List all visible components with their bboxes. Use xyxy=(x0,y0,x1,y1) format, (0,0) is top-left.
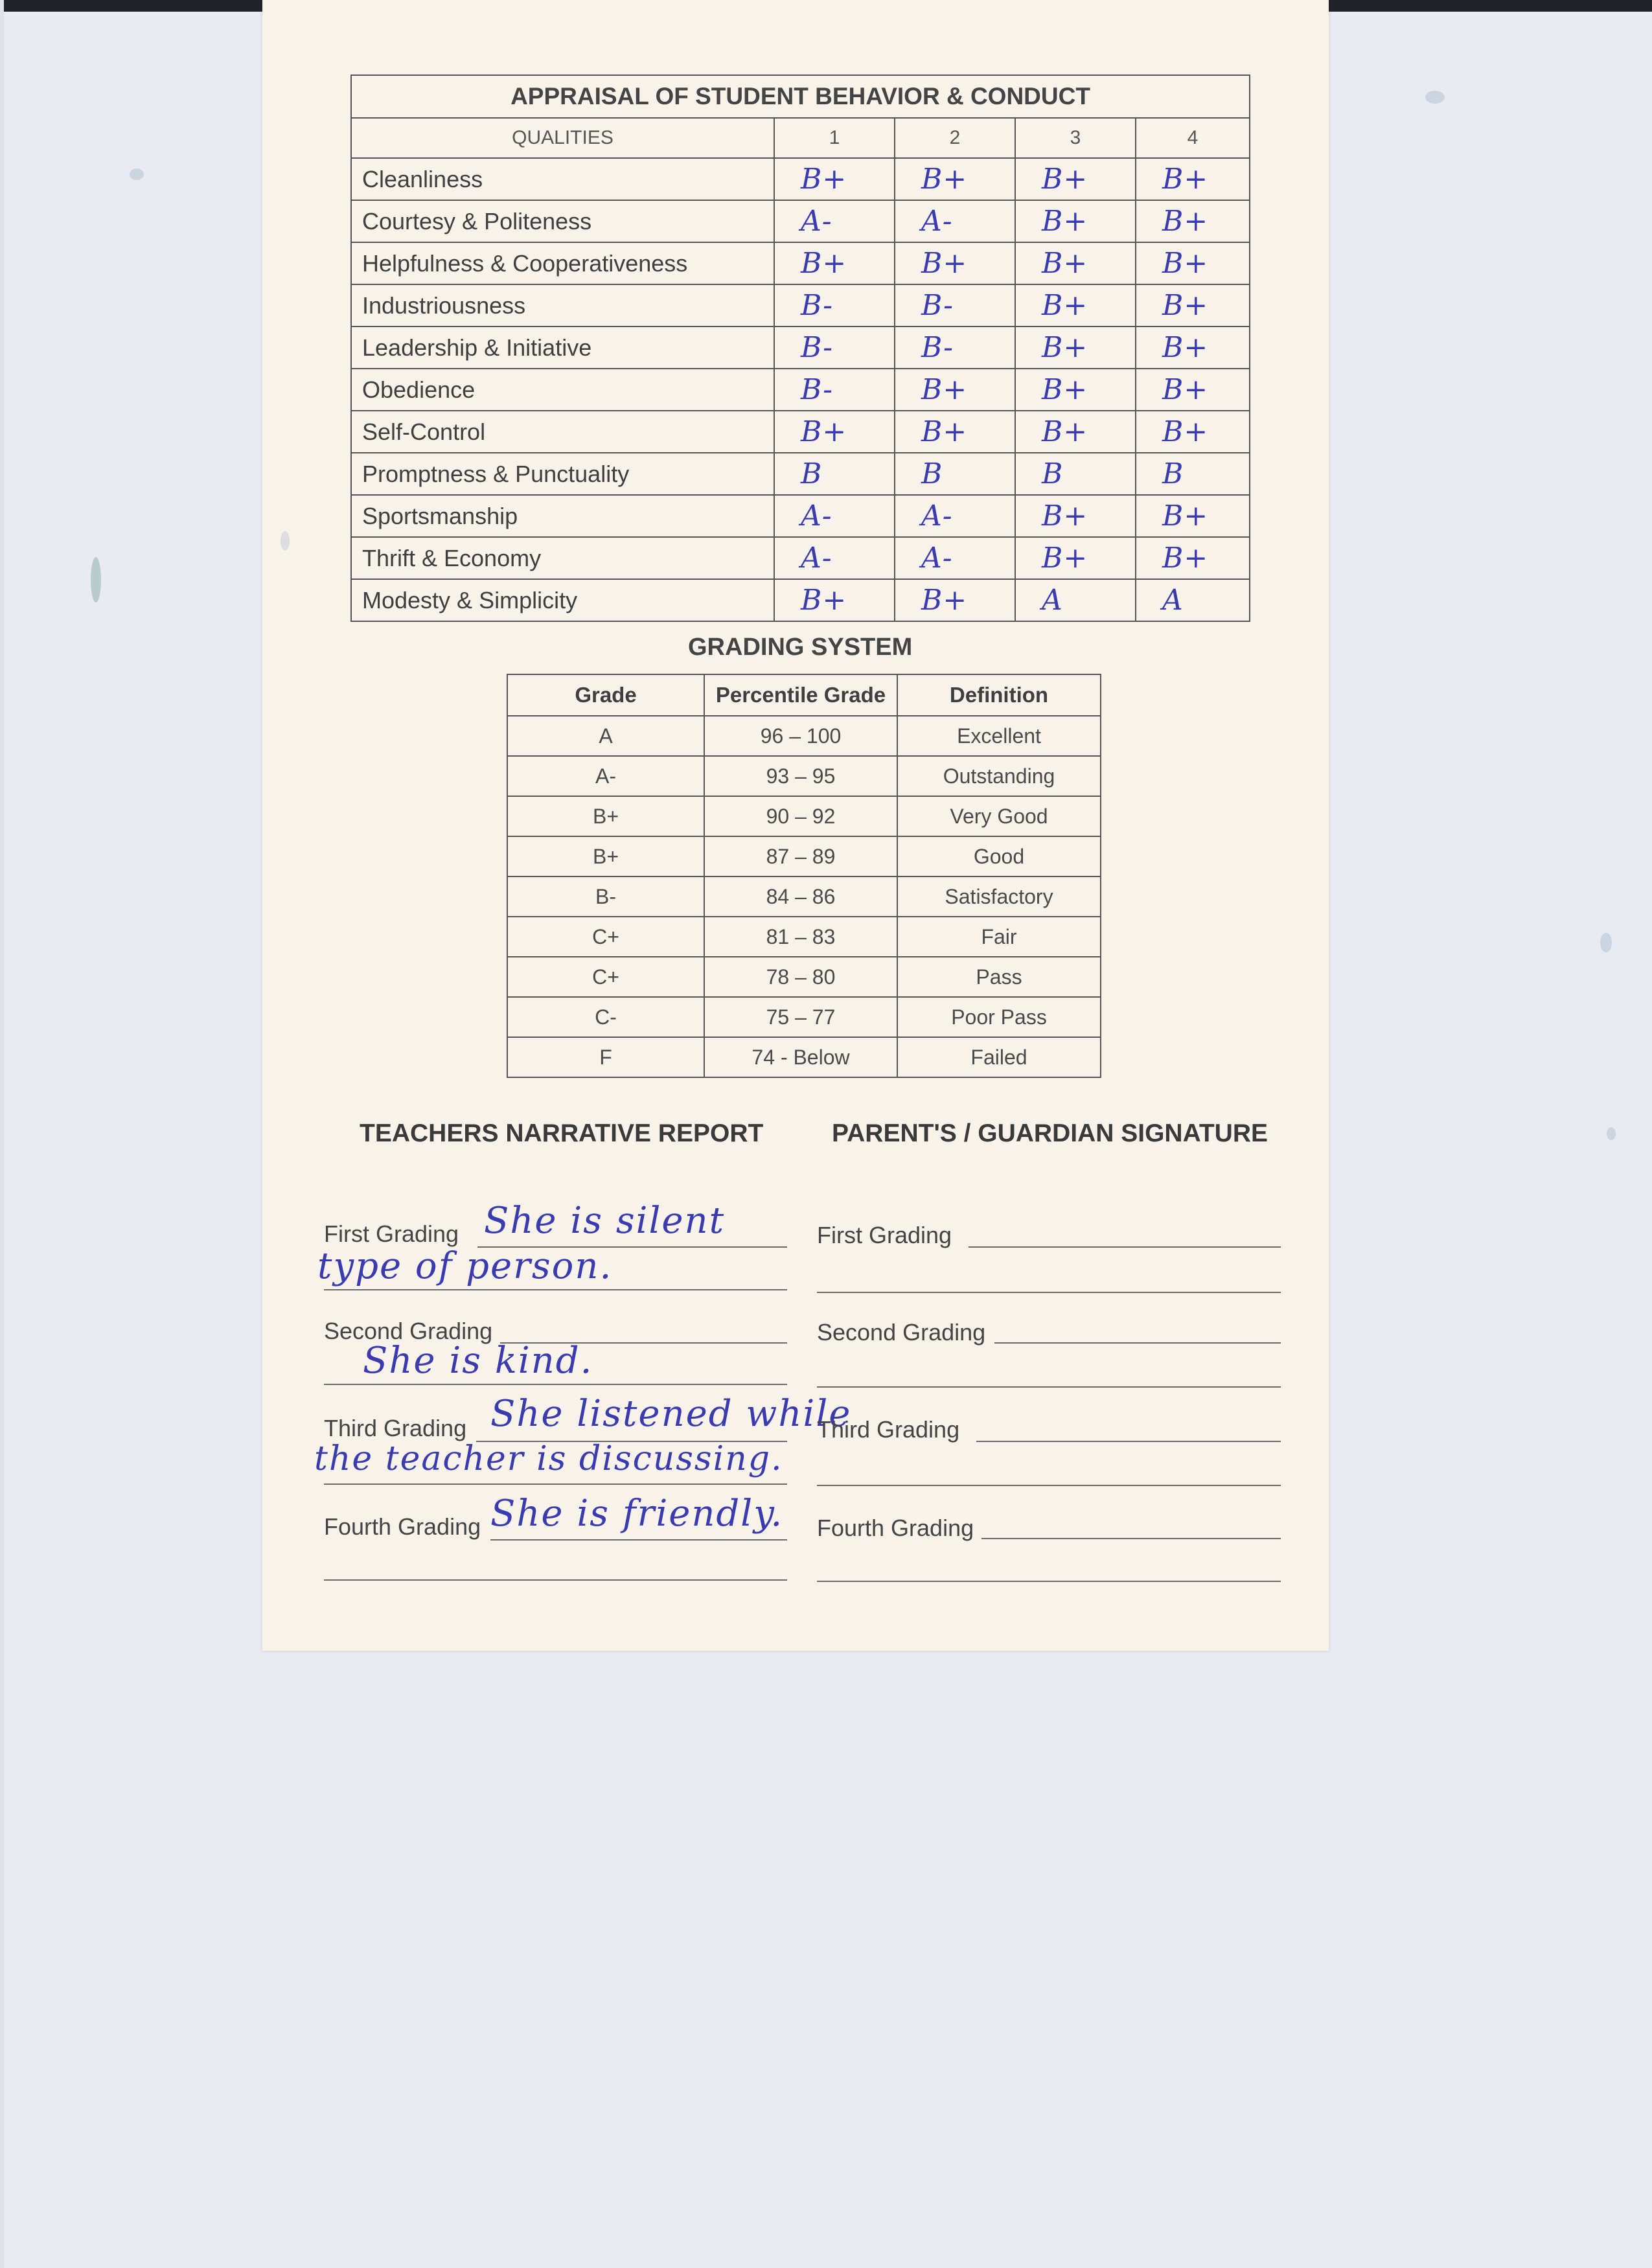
quarter-grade-2: B- xyxy=(895,326,1015,369)
appraisal-row xyxy=(351,453,1250,495)
definition-cell: Pass xyxy=(897,957,1101,997)
narrative-fourth-rule-2 xyxy=(324,1579,787,1581)
quarter-grade-2: A- xyxy=(895,537,1015,579)
quality-name: Self-Control xyxy=(351,411,774,453)
definition-cell: Failed xyxy=(897,1037,1101,1077)
appraisal-table xyxy=(350,74,1250,622)
definition-cell: Fair xyxy=(897,917,1101,957)
quarter-grade-4: B+ xyxy=(1136,284,1250,326)
appraisal-row xyxy=(351,495,1250,537)
quarter-grade-3: B+ xyxy=(1015,326,1136,369)
quarter-grade-4: B+ xyxy=(1136,411,1250,453)
quality-name: Courtesy & Politeness xyxy=(351,200,774,242)
quarter-grade-1: B- xyxy=(774,369,895,411)
appraisal-row xyxy=(351,242,1250,284)
narrative-first-label: First Grading xyxy=(324,1220,459,1247)
scan-speck xyxy=(91,557,101,602)
narrative-first-rule-2 xyxy=(324,1289,787,1290)
quarter-header-3: 3 xyxy=(1015,118,1136,158)
definition-cell: Excellent xyxy=(897,716,1101,756)
definition-cell: Poor Pass xyxy=(897,997,1101,1037)
definition-cell: Satisfactory xyxy=(897,876,1101,917)
quarter-grade-3: B+ xyxy=(1015,200,1136,242)
quarter-grade-4: B+ xyxy=(1136,495,1250,537)
scanner-margin xyxy=(0,0,4,2268)
quarter-grade-1: B xyxy=(774,453,895,495)
quarter-grade-4: B+ xyxy=(1136,158,1250,200)
quarter-grade-2: B+ xyxy=(895,411,1015,453)
appraisal-row xyxy=(351,326,1250,369)
signature-first-line[interactable] xyxy=(969,1246,1281,1248)
narrative-third-rule-2 xyxy=(324,1483,787,1485)
quarter-grade-3: A xyxy=(1015,579,1136,621)
quality-name: Thrift & Economy xyxy=(351,537,774,579)
percentile-cell: 90 – 92 xyxy=(704,796,897,836)
quarter-grade-2: B+ xyxy=(895,158,1015,200)
quarter-grade-4: B+ xyxy=(1136,200,1250,242)
signature-second-label: Second Grading xyxy=(817,1319,986,1346)
percentile-cell: 75 – 77 xyxy=(704,997,897,1037)
quarter-grade-4: B+ xyxy=(1136,369,1250,411)
definition-cell: Outstanding xyxy=(897,756,1101,796)
quarter-grade-1: A- xyxy=(774,537,895,579)
narrative-third-text: She listened while xyxy=(490,1393,852,1435)
signature-third-line-2 xyxy=(817,1485,1281,1486)
grading-row xyxy=(507,756,1101,796)
quarter-grade-1: A- xyxy=(774,200,895,242)
grade-cell: B+ xyxy=(507,836,704,876)
grade-cell: A- xyxy=(507,756,704,796)
appraisal-row xyxy=(351,158,1250,200)
quarter-grade-3: B+ xyxy=(1015,411,1136,453)
paper-speck xyxy=(281,531,290,551)
quarter-grade-2: B+ xyxy=(895,242,1015,284)
grading-row xyxy=(507,917,1101,957)
signature-first-label: First Grading xyxy=(817,1222,952,1248)
appraisal-row xyxy=(351,579,1250,621)
quarter-grade-2: B+ xyxy=(895,579,1015,621)
quarter-grade-3: B+ xyxy=(1015,537,1136,579)
narrative-title: TEACHERS NARRATIVE REPORT xyxy=(360,1119,764,1147)
quarter-grade-3: B xyxy=(1015,453,1136,495)
grade-cell: C- xyxy=(507,997,704,1037)
grading-row xyxy=(507,796,1101,836)
quarter-grade-1: B- xyxy=(774,284,895,326)
narrative-first-text-cont: type of person. xyxy=(317,1245,613,1287)
appraisal-row xyxy=(351,284,1250,326)
quarter-grade-1: B+ xyxy=(774,242,895,284)
narrative-first-text: She is silent xyxy=(484,1200,726,1242)
quarter-grade-3: B+ xyxy=(1015,158,1136,200)
quarter-grade-3: B+ xyxy=(1015,495,1136,537)
quarter-grade-1: A- xyxy=(774,495,895,537)
quarter-grade-4: A xyxy=(1136,579,1250,621)
quality-name: Modesty & Simplicity xyxy=(351,579,774,621)
quarter-grade-3: B+ xyxy=(1015,369,1136,411)
quarter-grade-3: B+ xyxy=(1015,284,1136,326)
quarter-grade-1: B- xyxy=(774,326,895,369)
definition-cell: Very Good xyxy=(897,796,1101,836)
grading-system-table xyxy=(507,674,1101,1078)
narrative-fourth-label: Fourth Grading xyxy=(324,1513,481,1540)
quarter-grade-4: B+ xyxy=(1136,242,1250,284)
quality-name: Cleanliness xyxy=(351,158,774,200)
definition-header: Definition xyxy=(897,674,1101,716)
quarter-grade-4: B+ xyxy=(1136,537,1250,579)
percentile-cell: 84 – 86 xyxy=(704,876,897,917)
quarter-grade-1: B+ xyxy=(774,411,895,453)
appraisal-title: APPRAISAL OF STUDENT BEHAVIOR & CONDUCT xyxy=(351,75,1250,118)
appraisal-row xyxy=(351,200,1250,242)
report-card-page xyxy=(262,0,1329,1651)
quarter-grade-2: B xyxy=(895,453,1015,495)
quality-name: Sportsmanship xyxy=(351,495,774,537)
signature-second-line[interactable] xyxy=(994,1342,1281,1344)
grading-row xyxy=(507,997,1101,1037)
quality-name: Obedience xyxy=(351,369,774,411)
percentile-cell: 96 – 100 xyxy=(704,716,897,756)
grade-cell: C+ xyxy=(507,917,704,957)
grading-row xyxy=(507,836,1101,876)
grading-row xyxy=(507,957,1101,997)
signature-second-line-2 xyxy=(817,1386,1281,1388)
signature-first-line-2 xyxy=(817,1292,1281,1293)
grading-row xyxy=(507,716,1101,756)
quarter-grade-2: B- xyxy=(895,284,1015,326)
scan-speck xyxy=(1600,933,1612,952)
appraisal-row xyxy=(351,411,1250,453)
quarter-header-4: 4 xyxy=(1136,118,1250,158)
percentile-cell: 87 – 89 xyxy=(704,836,897,876)
quarter-header-1: 1 xyxy=(774,118,895,158)
appraisal-row xyxy=(351,369,1250,411)
scan-speck xyxy=(130,168,144,180)
quality-name: Industriousness xyxy=(351,284,774,326)
percentile-cell: 93 – 95 xyxy=(704,756,897,796)
narrative-third-label: Third Grading xyxy=(324,1415,467,1441)
grading-system-title: GRADING SYSTEM xyxy=(688,634,913,661)
quarter-grade-4: B xyxy=(1136,453,1250,495)
percentile-header: Percentile Grade xyxy=(704,674,897,716)
signature-third-label: Third Grading xyxy=(817,1416,960,1443)
quality-name: Leadership & Initiative xyxy=(351,326,774,369)
quarter-grade-1: B+ xyxy=(774,579,895,621)
quarter-grade-2: A- xyxy=(895,495,1015,537)
narrative-fourth-rule xyxy=(490,1539,787,1541)
signature-title: PARENT'S / GUARDIAN SIGNATURE xyxy=(832,1119,1268,1147)
quality-name: Helpfulness & Cooperativeness xyxy=(351,242,774,284)
definition-cell: Good xyxy=(897,836,1101,876)
grade-cell: B- xyxy=(507,876,704,917)
grade-cell: B+ xyxy=(507,796,704,836)
quarter-grade-2: A- xyxy=(895,200,1015,242)
narrative-second-rule-2 xyxy=(324,1384,787,1385)
appraisal-row xyxy=(351,537,1250,579)
signature-third-line[interactable] xyxy=(976,1441,1281,1442)
qualities-header: QUALITIES xyxy=(351,118,774,158)
grade-header: Grade xyxy=(507,674,704,716)
quarter-grade-1: B+ xyxy=(774,158,895,200)
grading-row xyxy=(507,1037,1101,1077)
signature-fourth-line[interactable] xyxy=(981,1538,1281,1539)
quarter-grade-3: B+ xyxy=(1015,242,1136,284)
narrative-second-label: Second Grading xyxy=(324,1318,493,1344)
narrative-third-text-cont: the teacher is discussing. xyxy=(314,1439,783,1478)
scan-speck xyxy=(1425,91,1445,104)
grading-row xyxy=(507,876,1101,917)
narrative-second-text: She is kind. xyxy=(363,1340,593,1382)
signature-fourth-label: Fourth Grading xyxy=(817,1515,974,1541)
grade-cell: A xyxy=(507,716,704,756)
narrative-fourth-text: She is friendly. xyxy=(490,1493,784,1535)
quarter-grade-2: B+ xyxy=(895,369,1015,411)
quality-name: Promptness & Punctuality xyxy=(351,453,774,495)
quarter-header-2: 2 xyxy=(895,118,1015,158)
percentile-cell: 78 – 80 xyxy=(704,957,897,997)
percentile-cell: 81 – 83 xyxy=(704,917,897,957)
grade-cell: F xyxy=(507,1037,704,1077)
grade-cell: C+ xyxy=(507,957,704,997)
signature-fourth-line-2 xyxy=(817,1581,1281,1582)
scan-speck xyxy=(1607,1127,1616,1140)
percentile-cell: 74 - Below xyxy=(704,1037,897,1077)
quarter-grade-4: B+ xyxy=(1136,326,1250,369)
